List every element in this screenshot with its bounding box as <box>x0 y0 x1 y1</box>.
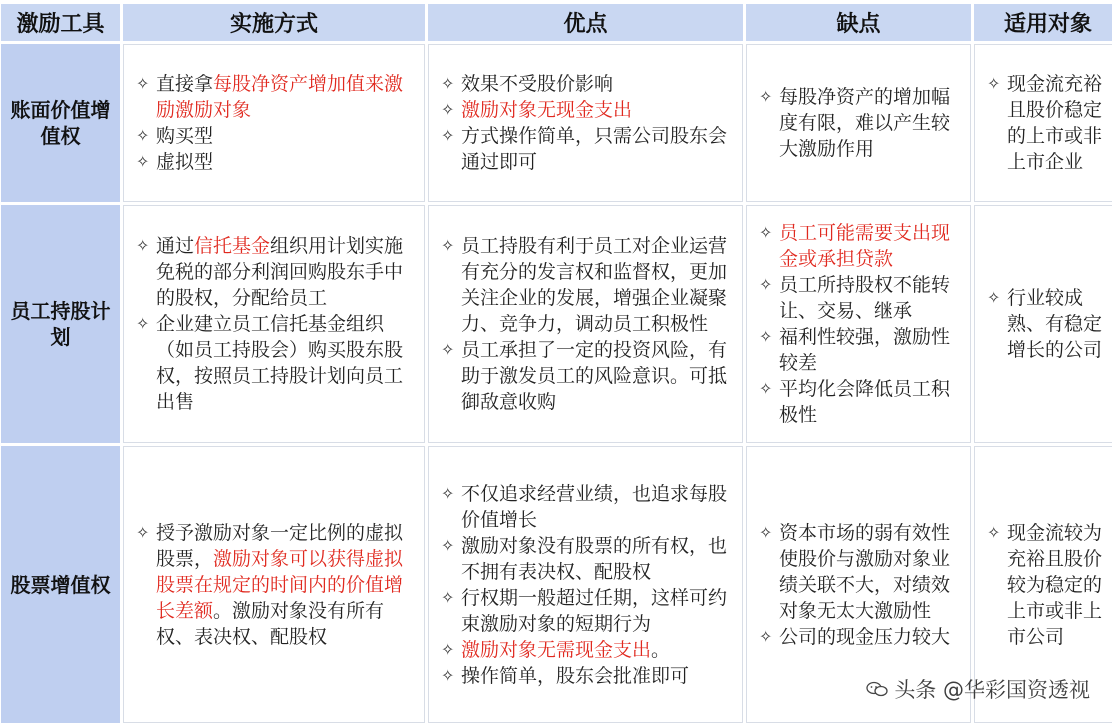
item-text: 平均化会降低员工积极性 <box>779 378 951 426</box>
header-cons: 缺点 <box>746 4 971 41</box>
bullet-item <box>136 520 416 650</box>
row-label-esop: 员工持股计划 <box>1 205 120 443</box>
highlight-text: 每股净资产增加值来激励激励对象 <box>156 73 404 121</box>
item-text: 虚拟型 <box>156 151 214 173</box>
cell-method <box>123 205 425 443</box>
bullet-item <box>441 337 734 415</box>
cell-method <box>123 446 425 723</box>
item-text: 现金流充裕且股价稳定的上市或非上市企业 <box>1007 73 1103 173</box>
bullet-item <box>136 311 416 415</box>
row-label-sar: 股票增值权 <box>1 446 120 723</box>
item-text: 直接拿 <box>156 73 214 95</box>
bullet-item <box>759 624 962 650</box>
cell-pros <box>428 446 743 723</box>
cell-cons <box>746 44 971 202</box>
bullet-item <box>441 481 734 533</box>
item-text: 。激励对象没有所有权、表决权、配股权 <box>156 599 385 648</box>
item-text: 激励对象没有股票的所有权，也不拥有表决权、配股权 <box>461 534 728 583</box>
bullet-item <box>759 376 962 428</box>
bullet-item <box>136 149 416 175</box>
item-text: 员工所持股权不能转让、交易、继承 <box>779 274 951 322</box>
watermark <box>866 674 1090 704</box>
bullet-item <box>987 285 1112 363</box>
item-text: 企业建立员工信托基金组织（如员工持股会）购买股东股权，按照员工持股计划向员工出售 <box>156 313 404 413</box>
bullet-item <box>987 71 1112 175</box>
header-tool: 激励工具 <box>1 4 120 41</box>
highlight-text: 激励对象可以获得虚拟股票在规定的时间内的价值增长差额 <box>156 547 404 622</box>
bullet-item <box>441 97 734 123</box>
item-text: 每股净资产的增加幅度有限，难以产生较大激励作用 <box>779 86 951 160</box>
wechat-icon <box>866 681 888 697</box>
bullet-item <box>987 520 1112 650</box>
bullet-item <box>441 585 734 637</box>
bullet-item <box>759 220 962 272</box>
item-text: 资本市场的弱有效性使股价与激励对象业绩关联不大，对绩效对象无太大激励性 <box>779 521 951 622</box>
item-text: 效果不受股价影响 <box>461 73 614 95</box>
header-pros: 优点 <box>428 4 743 41</box>
item-text: 授予激励对象一定比例的虚拟股票， <box>156 521 404 570</box>
item-text: 购买型 <box>156 125 214 147</box>
item-text: 不仅追求经营业绩，也追求每股价值增长 <box>461 482 728 531</box>
item-text: 行业较成熟、有稳定增长的公司 <box>1007 287 1103 361</box>
cell-pros <box>428 44 743 202</box>
item-text: 员工承担了一定的投资风险，有助于激发员工的风险意识。可抵御敌意收购 <box>461 339 728 413</box>
item-text: 现金流较为充裕且股价较为稳定的上市或非上市公司 <box>1007 521 1103 648</box>
highlight-text: 员工可能需要支出现金或承担贷款 <box>779 222 951 270</box>
row-label-book-value: 账面价值增值权 <box>1 44 120 202</box>
item-text: 。 <box>651 638 671 661</box>
item-text: 公司的现金压力较大 <box>779 625 951 648</box>
bullet-item <box>759 84 962 162</box>
item-text: 福利性较强，激励性较差 <box>779 326 951 374</box>
highlight-text: 激励对象无现金支出 <box>461 99 633 121</box>
bullet-item <box>136 233 416 311</box>
bullet-item <box>441 637 734 663</box>
bullet-item <box>441 233 734 337</box>
bullet-item <box>136 71 416 123</box>
bullet-item <box>441 71 734 97</box>
cell-target <box>974 205 1112 443</box>
item-text: 通过 <box>156 235 195 257</box>
item-text: 组织用计划实施免税的部分利润回购股东手中的股权，分配给员工 <box>156 235 404 309</box>
bullet-item <box>759 520 962 624</box>
item-text: 方式操作简单，只需公司股东会通过即可 <box>461 125 728 173</box>
item-text: 行权期一般超过任期，这样可约束激励对象的短期行为 <box>461 586 728 635</box>
cell-target <box>974 44 1112 202</box>
cell-pros <box>428 205 743 443</box>
watermark-text: 头条 @华彩国资透视 <box>894 678 1090 702</box>
bullet-item <box>441 663 734 689</box>
bullet-item <box>759 272 962 324</box>
bullet-item <box>441 123 734 175</box>
bullet-item <box>136 123 416 149</box>
bullet-item <box>759 324 962 376</box>
bullet-item <box>441 533 734 585</box>
comparison-table <box>1 4 1110 714</box>
header-target: 适用对象 <box>974 4 1112 41</box>
header-method: 实施方式 <box>123 4 425 41</box>
highlight-text: 信托基金 <box>194 235 271 257</box>
item-text: 员工持股有利于员工对企业运营有充分的发言权和监督权，更加关注企业的发展，增强企业凝聚力、竞争力，调动员工积极性 <box>461 235 728 335</box>
highlight-text: 激励对象无需现金支出 <box>461 638 652 661</box>
cell-method <box>123 44 425 202</box>
cell-cons <box>746 205 971 443</box>
item-text: 操作简单，股东会批准即可 <box>461 664 690 687</box>
